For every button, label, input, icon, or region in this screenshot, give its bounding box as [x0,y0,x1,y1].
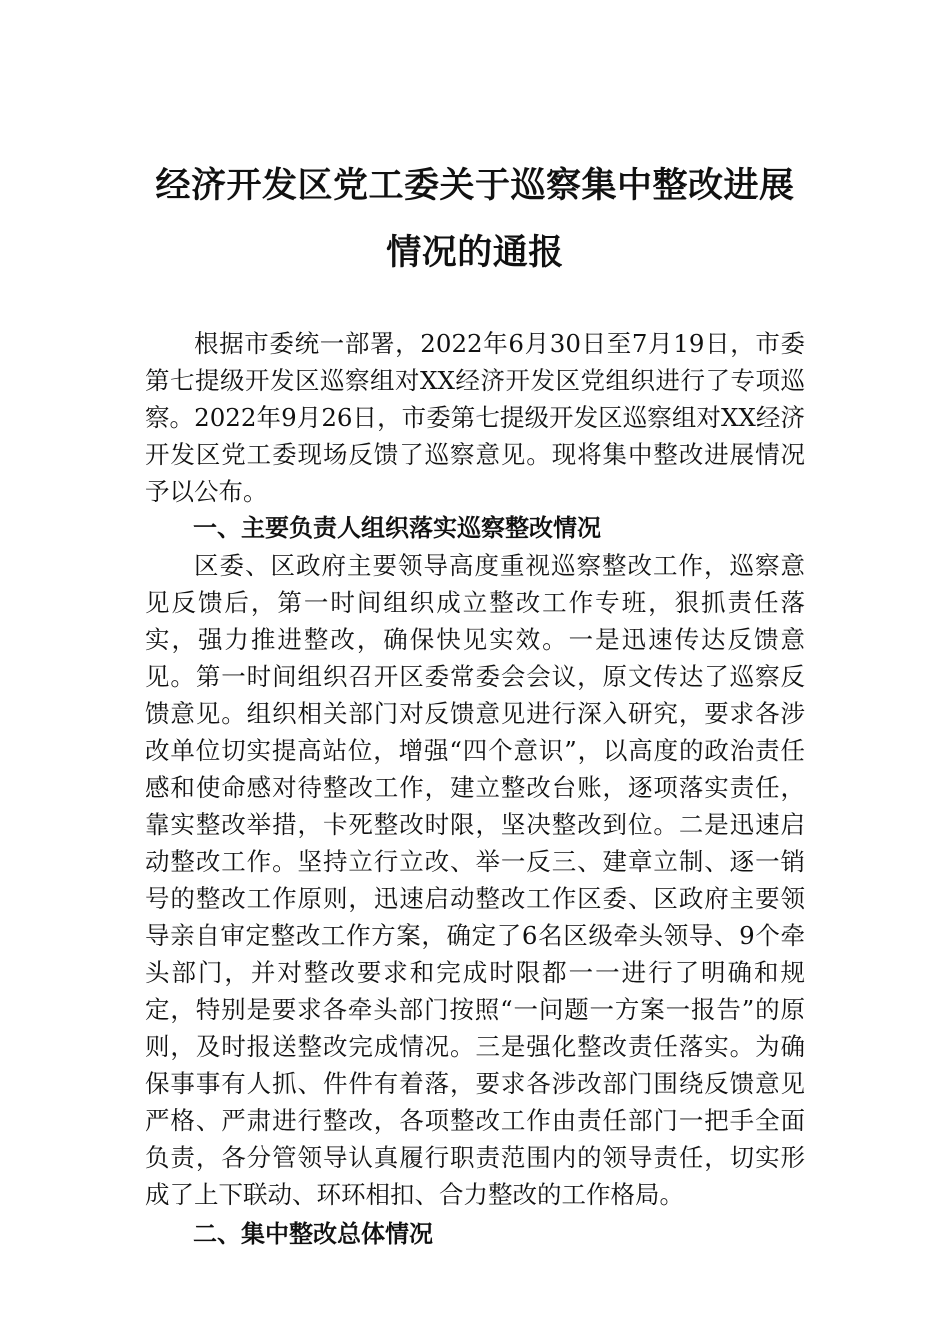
section-heading-1: 一、主要负责人组织落实巡察整改情况 [193,514,601,542]
document-title-line-1: 经济开发区党工委关于巡察集中整改进展 [155,165,795,206]
intro-paragraph: 根据市委统一部署，2022年6月30日至7月19日，市委第七提级开发区巡察组对XX经济开发区党组织进行了专项巡察。2022年9月26日，市委第七提级开发区巡察组对XX经济开发区党工委现场反馈了巡察意见。现将集中整改进展情况予以公布。 [145,329,805,506]
document-title-line-2: 情况的通报 [386,232,564,273]
section-1-paragraph: 区委、区政府主要领导高度重视巡察整改工作，巡察意见反馈后，第一时间组织成立整改工作专班，狠抓责任落实，强力推进整改，确保快见实效。一是迅速传达反馈意见。第一时间组织召开区委常委会会议，原文传达了巡察反馈意见。组织相关部门对反馈意见进行深入研究，要求各涉改单位切实提高站位，增强“四个意识”，以高度的政治责任感和使命感对待整改工作，建立整改台账，逐项落实责任，靠实整改举措，卡死整改时限，坚决整改到位。二是迅速启动整改工作。坚持立行立改、举一反三、建章立制、逐一销号的整改工作原则，迅速启动整改工作区委、区政府主要领导亲自审定整改工作方案，确定了6名区级牵头领导、9个牵头部门，并对整改要求和完成时限都一一进行了明确和规定，特别是要求各牵头部门按照“一问题一方案一报告”的原则，及时报送整改完成情况。三是强化整改责任落实。为确保事事有人抓、件件有着落，要求各涉改部门围绕反馈意见严格、严肃进行整改，各项整改工作由责任部门一把手全面负责，各分管领导认真履行职责范围内的领导责任，切实形成了上下联动、环环相扣、合力整改的工作格局。 [145,551,805,1209]
document-body [145,325,805,1253]
section-heading-2: 二、集中整改总体情况 [193,1220,433,1248]
